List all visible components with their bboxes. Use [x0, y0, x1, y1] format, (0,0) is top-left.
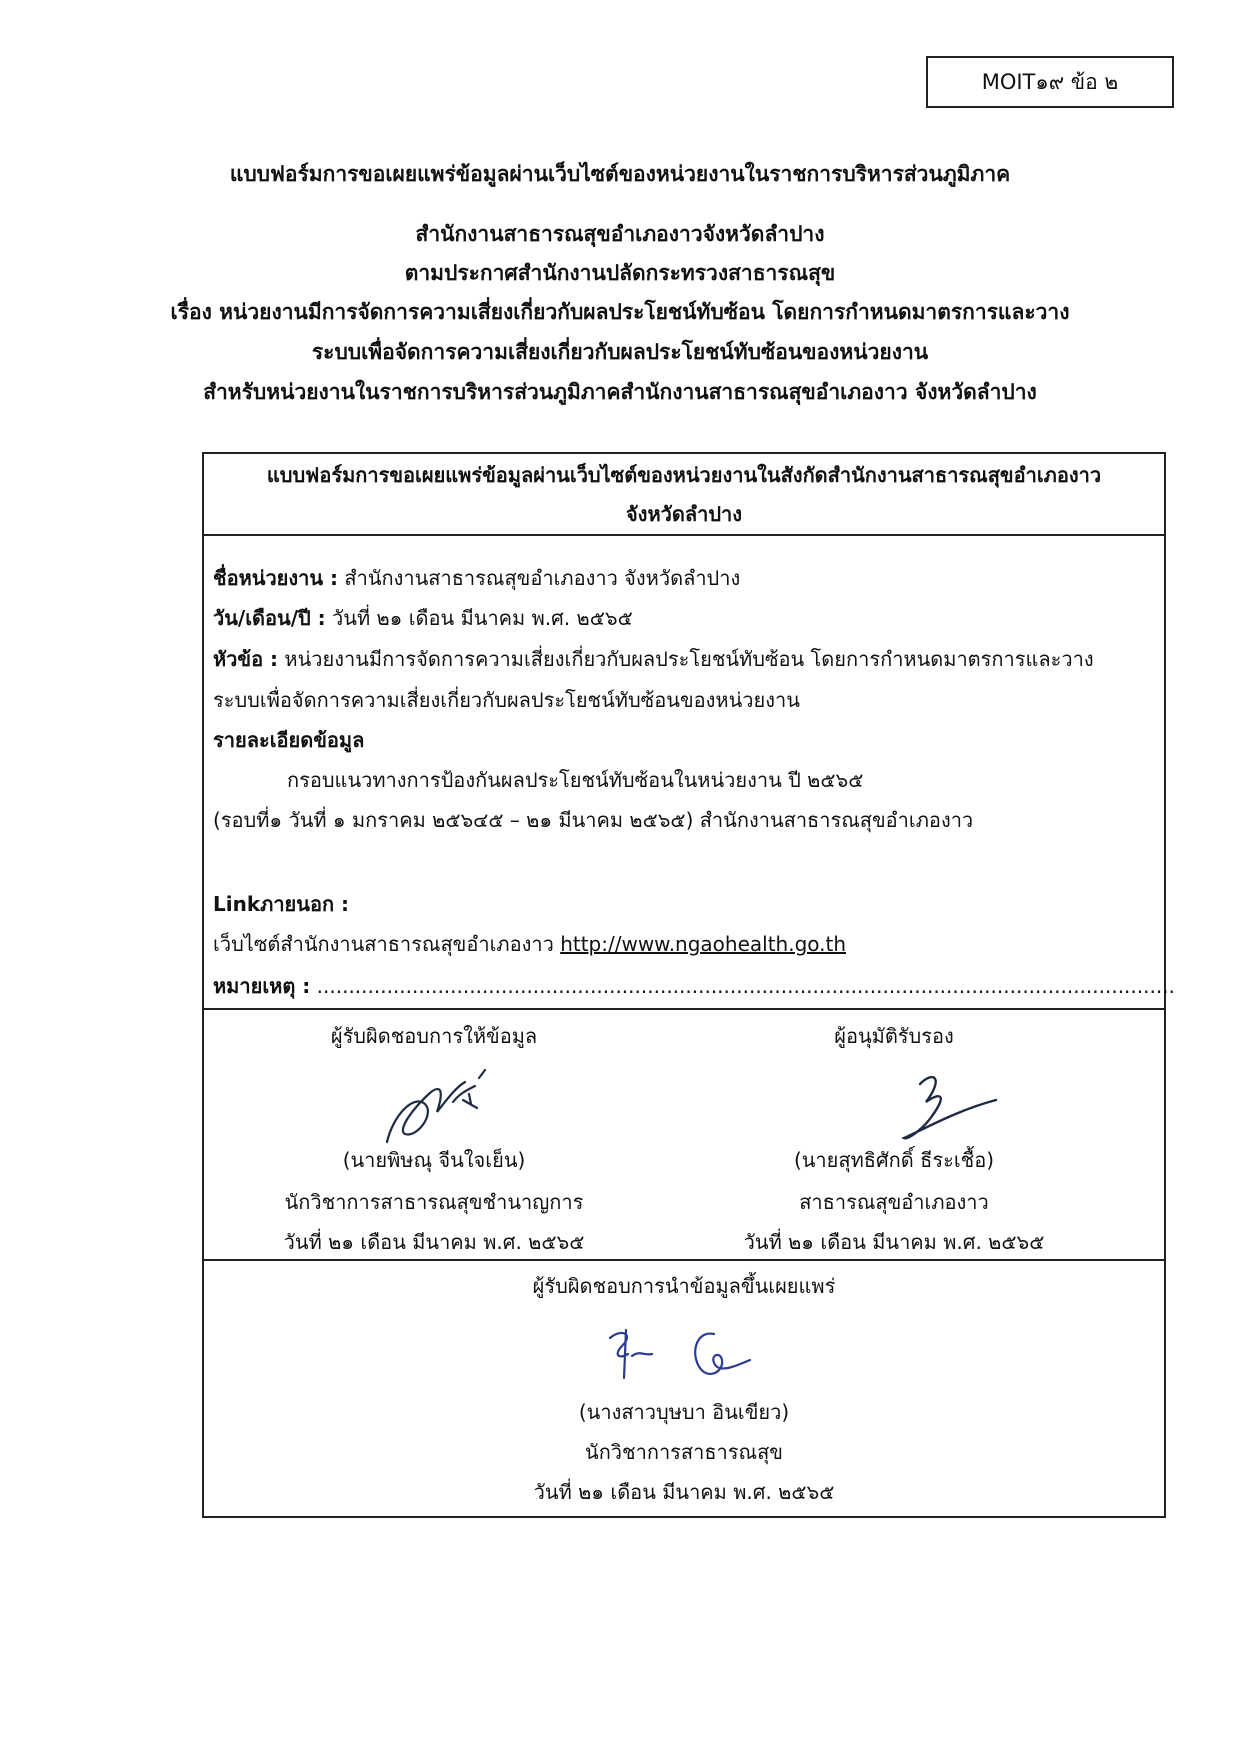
right-signer-role: ผู้อนุมัติรับรอง	[834, 1024, 954, 1048]
unit-label: ชื่อหน่วยงาน :	[213, 566, 339, 590]
publisher-role: ผู้รับผิดชอบการนำข้อมูลขึ้นเผยแพร่	[532, 1274, 836, 1298]
left-signer-name: (นายพิษณุ จีนใจเย็น)	[342, 1148, 526, 1172]
publisher-position: นักวิชาการสาธารณสุข	[585, 1440, 783, 1464]
date-row	[213, 602, 633, 634]
left-signature-image	[379, 1064, 499, 1148]
topic-label: หัวข้อ :	[213, 647, 279, 671]
note-row	[213, 970, 1175, 1002]
heading-line-1: แบบฟอร์มการขอเผยแพร่ข้อมูลผ่านเว็บไซต์ของหน่วยงานในราชการบริหารส่วนภูมิภาค	[229, 162, 1011, 186]
topic-row	[213, 643, 1094, 675]
document-code-box	[926, 56, 1174, 108]
left-signer-date: วันที่ ๒๑ เดือน มีนาคม พ.ศ. ๒๕๖๕	[283, 1230, 585, 1254]
right-signer-date: วันที่ ๒๑ เดือน มีนาคม พ.ศ. ๒๕๖๕	[743, 1230, 1045, 1254]
right-signer-position: สาธารณสุขอำเภองาว	[799, 1190, 989, 1214]
website-link[interactable]: http://www.ngaohealth.go.th	[560, 932, 847, 956]
note-label: หมายเหตุ :	[213, 974, 311, 998]
website-text: เว็บไซต์สำนักงานสาธารณสุขอำเภองาว	[213, 932, 561, 956]
heading-line-3: ตามประกาศสำนักงานปลัดกระทรวงสาธารณสุข	[404, 261, 836, 285]
unit-value: สำนักงานสาธารณสุขอำเภองาว จังหวัดลำปาง	[338, 566, 741, 590]
form-title-line-1: แบบฟอร์มการขอเผยแพร่ข้อมูลผ่านเว็บไซต์ของหน่วยงานในสังกัดสำนักงานสาธารณสุขอำเภองาว	[266, 463, 1102, 487]
heading-line-5: ระบบเพื่อจัดการความเสี่ยงเกี่ยวกับผลประโยชน์ทับซ้อนของหน่วยงาน	[311, 340, 929, 364]
detail-label: รายละเอียดข้อมูล	[213, 728, 365, 752]
left-signer-position: นักวิชาการสาธารณสุขชำนาญการ	[284, 1190, 584, 1214]
publisher-date: วันที่ ๒๑ เดือน มีนาคม พ.ศ. ๒๕๖๕	[533, 1480, 835, 1504]
detail-line-2: (รอบที่๑ วันที่ ๑ มกราคม ๒๕๖๔๕ – ๒๑ มีนาคม ๒๕๖๕) สำนักงานสาธารณสุขอำเภองาว	[213, 808, 974, 832]
publisher-signature-image	[604, 1320, 764, 1390]
form-title-line-2: จังหวัดลำปาง	[625, 502, 743, 526]
right-signer-name: (นายสุทธิศักดิ์ ธีระเชื้อ)	[793, 1148, 995, 1172]
divider-publisher	[204, 1259, 1164, 1261]
form-title	[204, 454, 1164, 536]
right-signature-image	[896, 1066, 1006, 1146]
left-signer-role: ผู้รับผิดชอบการให้ข้อมูล	[330, 1024, 538, 1048]
note-dots: .......................................................................................................................................	[310, 974, 1175, 998]
document-code: MOIT๑๙ ข้อ ๒	[981, 69, 1119, 94]
detail-line-1: กรอบแนวทางการป้องกันผลประโยชน์ทับซ้อนในหน่วยงาน ปี ๒๕๖๕	[287, 768, 864, 792]
date-label: วัน/เดือน/ปี :	[213, 606, 326, 630]
divider-signatures	[204, 1008, 1164, 1010]
publication-form	[202, 452, 1175, 1518]
external-link-label: Linkภายนอก :	[213, 892, 350, 916]
topic-continuation: ระบบเพื่อจัดการความเสี่ยงเกี่ยวกับผลประโยชน์ทับซ้อนของหน่วยงาน	[213, 688, 800, 712]
website-row	[213, 928, 846, 960]
unit-row	[213, 562, 740, 594]
topic-value: หน่วยงานมีการจัดการความเสี่ยงเกี่ยวกับผลประโยชน์ทับซ้อน โดยการกำหนดมาตรการและวาง	[278, 647, 1094, 671]
heading-line-2: สำนักงานสาธารณสุขอำเภองาวจังหวัดลำปาง	[415, 222, 825, 246]
heading-line-4: เรื่อง หน่วยงานมีการจัดการความเสี่ยงเกี่ยวกับผลประโยชน์ทับซ้อน โดยการกำหนดมาตรการและวาง	[170, 300, 1070, 324]
heading-line-6: สำหรับหน่วยงานในราชการบริหารส่วนภูมิภาคสำนักงานสาธารณสุขอำเภองาว จังหวัดลำปาง	[203, 380, 1037, 404]
date-value: วันที่ ๒๑ เดือน มีนาคม พ.ศ. ๒๕๖๕	[325, 606, 633, 630]
publisher-name: (นางสาวบุษบา อินเขียว)	[578, 1400, 790, 1424]
